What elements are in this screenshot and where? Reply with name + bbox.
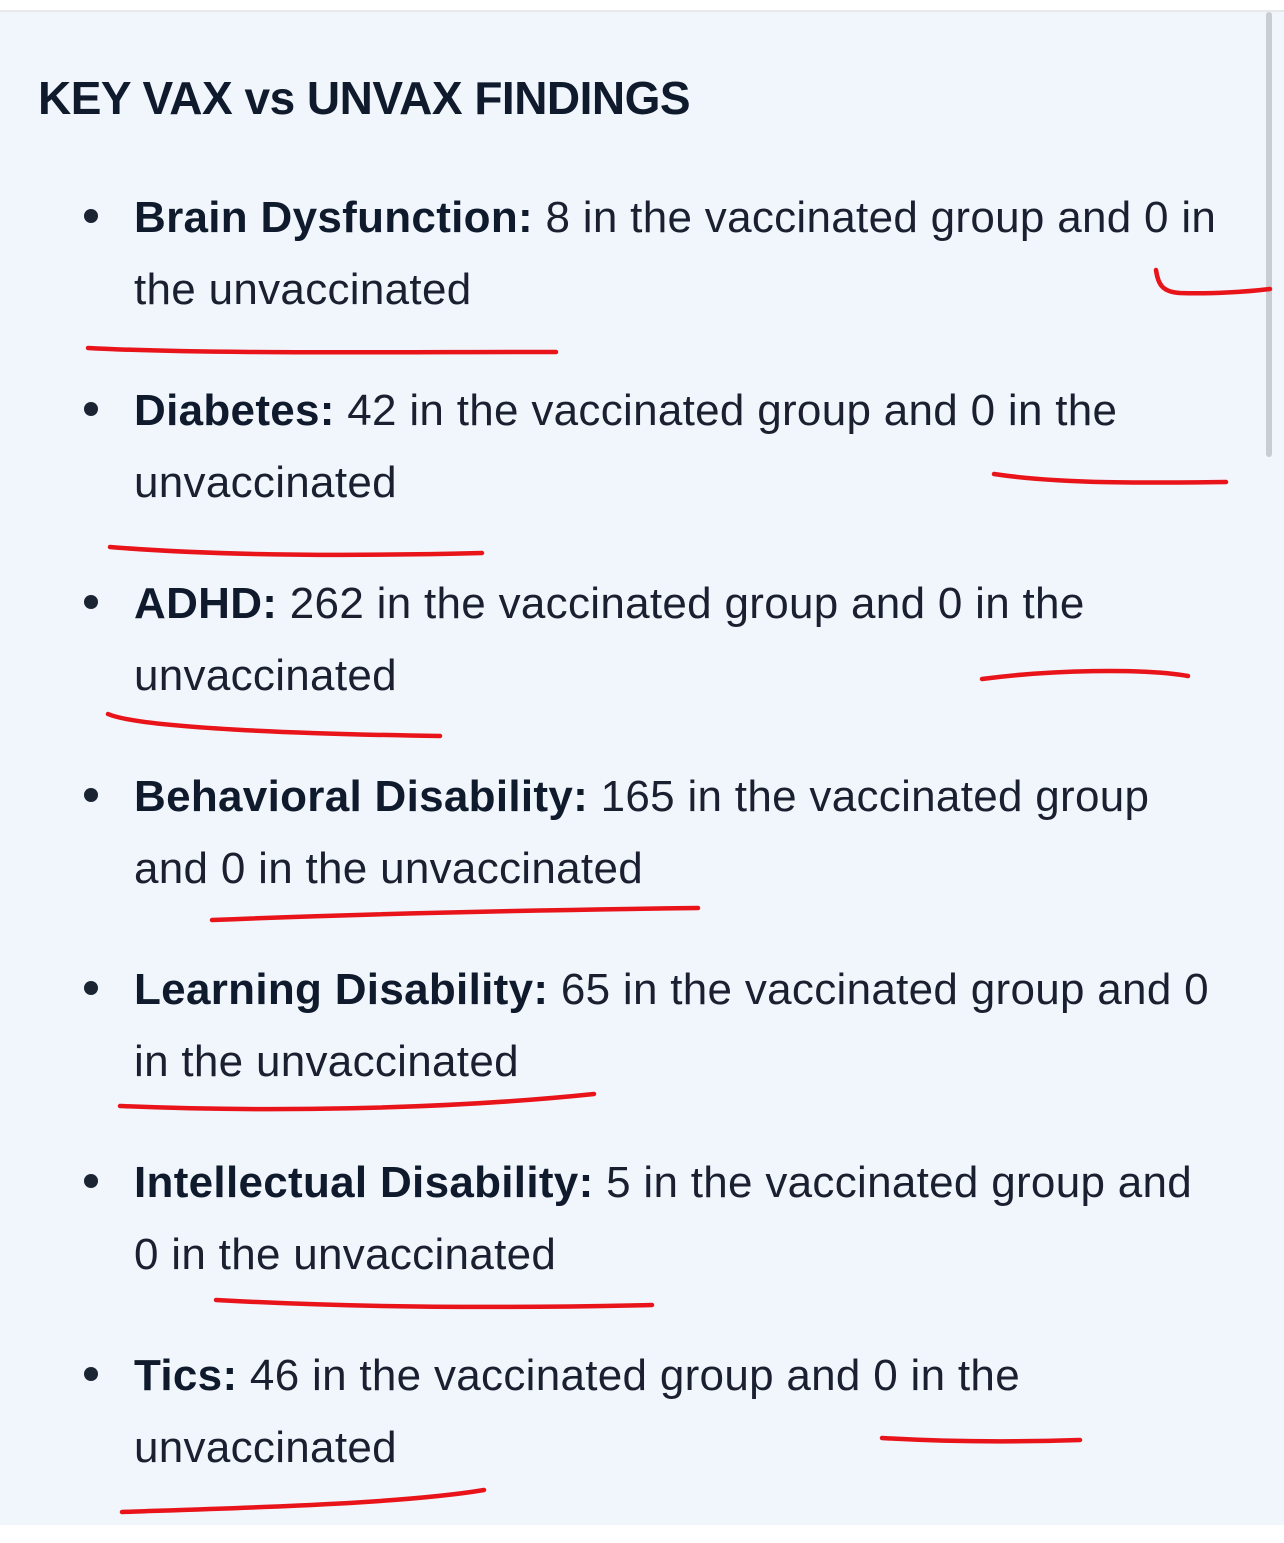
finding-text — [134, 568, 1219, 712]
scrollbar-thumb[interactable] — [1266, 12, 1272, 457]
findings-list — [0, 182, 1262, 1533]
finding-label: Diabetes: — [134, 386, 335, 435]
finding-text — [134, 1147, 1219, 1291]
finding-item-learning-disability — [0, 954, 1262, 1147]
finding-text — [134, 182, 1219, 326]
finding-item-behavioral-disability — [0, 761, 1262, 954]
finding-item-brain-dysfunction — [0, 182, 1262, 375]
finding-item-adhd — [0, 568, 1262, 761]
finding-label: Intellectual Disability: — [134, 1158, 594, 1207]
bullet-icon — [84, 1174, 98, 1188]
finding-detail: 65 in the vaccinated group and 0 in the unvaccinated — [134, 965, 1209, 1086]
finding-detail: 5 in the vaccinated group and 0 in the unvaccinated — [134, 1158, 1193, 1279]
finding-text — [134, 761, 1219, 905]
finding-item-intellectual-disability — [0, 1147, 1262, 1340]
finding-detail: 262 in the vaccinated group and 0 in the unvaccinated — [134, 579, 1085, 700]
finding-text — [134, 1340, 1219, 1484]
finding-text — [134, 375, 1219, 519]
finding-label: Behavioral Disability: — [134, 772, 589, 821]
bullet-icon — [84, 595, 98, 609]
finding-item-diabetes — [0, 375, 1262, 568]
finding-detail: 165 in the vaccinated group and 0 in the unvaccinated — [134, 772, 1150, 893]
section-heading: KEY VAX vs UNVAX FINDINGS — [38, 72, 691, 124]
bullet-icon — [84, 402, 98, 416]
bullet-icon — [84, 1367, 98, 1381]
finding-detail: 46 in the vaccinated group and 0 in the unvaccinated — [134, 1351, 1020, 1472]
finding-label: Brain Dysfunction: — [134, 193, 533, 242]
finding-item-tics — [0, 1340, 1262, 1533]
finding-text — [134, 954, 1219, 1098]
bullet-icon — [84, 981, 98, 995]
bullet-icon — [84, 788, 98, 802]
finding-label: Learning Disability: — [134, 965, 549, 1014]
finding-label: ADHD: — [134, 579, 278, 628]
finding-detail: 42 in the vaccinated group and 0 in the unvaccinated — [134, 386, 1118, 507]
bullet-icon — [84, 209, 98, 223]
finding-detail: 8 in the vaccinated group and 0 in the unvaccinated — [134, 193, 1217, 314]
finding-label: Tics: — [134, 1351, 238, 1400]
